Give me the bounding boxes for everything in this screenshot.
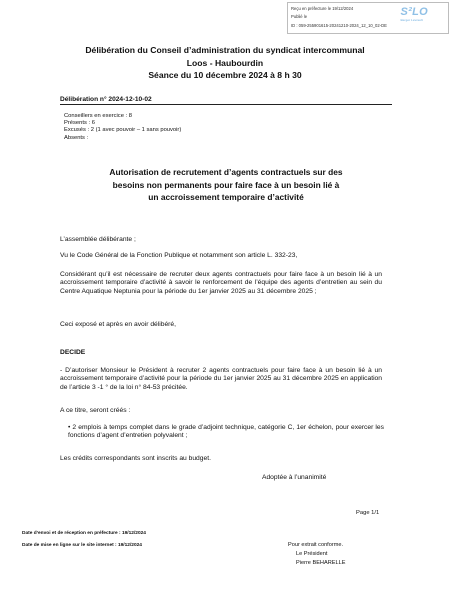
page-number: Page 1/1 [356,510,380,516]
document-title [60,166,392,204]
title-line-3: un accroissement temporaire d’activité [148,192,304,203]
attendance-in-office: Conseillers en exercice : 8 [64,113,132,119]
attendance-absent: Absents : [64,134,89,141]
vu-text: Vu le Code Général de la Fonction Publique et notamment son article L. 332-23, [60,252,298,259]
title-line-1: Autorisation de recrutement d’agents contractuels sur des [109,167,343,177]
signature-block [288,541,345,568]
s2lo-logo: S²LO Berger Levrault [400,6,428,22]
president-role: Le Président [296,551,328,557]
created-text: A ce titre, seront créés : [60,407,131,414]
deliberation-reference: Délibération n° 2024-12-10-02 [60,96,392,105]
document-header [0,44,450,82]
footer-sent-date: Date d’envoi et de réception en préfecture : 19/12/2024 [22,531,146,536]
intro-text: L’assemblée délibérante ; [60,236,136,243]
bullet-item: • 2 emplois à temps complet dans le grade d’adjoint technique, catégorie C, 1er échelon, pour exercer les fonctions d’agent d’entretien polyvalent ; [68,424,384,440]
stamp-id: ID : 059-255901615-20241210-2024_12_10_02-DE [291,23,387,28]
extract-conforme: Pour extrait conforme. [288,542,344,548]
attendance-block [64,113,181,142]
title-line-2: besoins non permanents pour faire face à un besoin lié à [112,179,340,190]
header-line-3: Séance du 10 décembre 2024 à 8 h 30 [148,70,302,80]
attendance-present: Présents : 6 [64,120,95,127]
decide-heading: DECIDE [60,349,86,356]
credits-text: Les crédits correspondants sont inscrits au budget. [60,455,211,462]
attendance-excused: Excusés : 2 (1 avec pouvoir – 1 sans pouvoir) [64,127,182,134]
footer-online-date: Date de mise en ligne sur le site internet : 19/12/2024 [22,543,142,548]
header-line-1: Délibération du Conseil d’administration du syndicat intercommunal [85,45,365,55]
stamp-received: Reçu en préfecture le 19/12/2024 [291,6,354,11]
considerant-text: Considérant qu’il est nécessaire de recruter deux agents contractuels pour faire face à un besoin lié à un accroissement temporaire d’activité à savoir le renforcement de l’équipe des agents d’entretien au sein du Centre Aquatique Neptunia pour la période du 1er janvier 2025 au 31 décembre 2025 ; [60,271,382,295]
adopted-text: Adoptée à l’unanimité [262,474,327,481]
header-line-2: Loos - Haubourdin [186,57,264,68]
stamp-published: Publié le [291,14,308,19]
expose-text: Ceci exposé et après en avoir délibéré, [60,321,176,328]
president-name: Pierre BEHARELLE [296,560,346,566]
decision-text: - D’autoriser Monsieur le Président à recruter 2 agents contractuels pour faire face à un besoin lié à un accroissement temporaire d’activité pour la période du 1er janvier 2025 au 31 décembre 2025 en application de l’article 3 -1 ° de la loi n° 84-53 précitée. [60,367,382,391]
prefecture-stamp [287,2,449,34]
